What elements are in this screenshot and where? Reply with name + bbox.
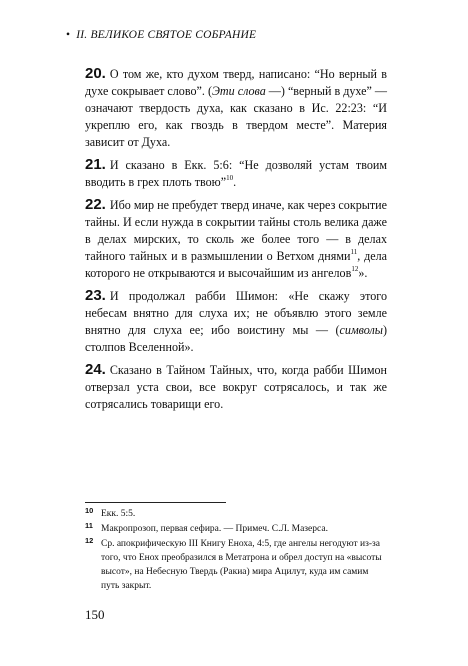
verse-number: 20. xyxy=(85,65,106,82)
text-run: , дела которого не открываются и высочайшим из ангелов xyxy=(85,249,387,280)
footnote-ref: 12 xyxy=(351,265,359,273)
italic-text: Примеч. С.Л. Мазерса xyxy=(235,524,326,534)
verse-number: 24. xyxy=(85,361,106,378)
text-run: ». xyxy=(358,266,368,280)
header-title: II. ВЕЛИКОЕ СВЯТОЕ СОБРАНИЕ xyxy=(76,29,257,41)
verse-paragraph xyxy=(85,196,387,282)
text-run: Ср. апокрифическую III Книгу Еноха, 4:5, где ангелы негодуют из-за того, что Енох преобразился в Метатрона и обрел доступ на «высоты высот», на Небесную Твердь ( xyxy=(101,539,382,577)
text-run: И сказано в Екк. 5:6: “Не дозволяй устам твоим вводить в грех плоть твою” xyxy=(85,158,387,189)
verse-paragraph xyxy=(85,287,387,356)
running-header xyxy=(66,29,256,41)
footnote-ref: 11 xyxy=(350,248,358,256)
footnote-text xyxy=(101,522,387,536)
text-run: . xyxy=(325,524,328,534)
verse-paragraph xyxy=(85,156,387,191)
text-run: Макропрозоп, первая сефира. — xyxy=(101,524,236,534)
verse-number: 22. xyxy=(85,196,106,213)
text-run: ) мира Ацилут, куда им самим путь закрыт. xyxy=(101,567,369,591)
text-run: Ибо мир не пребудет тверд иначе, как через сокрытие тайны. И если нужда в сокрытии тайны столь велика даже в делах мирских, то сколь же более того — в делах тайного тайных и в размышлении о Ветхом днями xyxy=(85,198,387,263)
footnote-rule xyxy=(85,502,226,503)
verse-number: 23. xyxy=(85,287,106,304)
footnote-number: 11 xyxy=(85,521,93,530)
footnote xyxy=(85,522,387,536)
footnote-text xyxy=(101,537,387,593)
main-text xyxy=(85,65,387,418)
text-run: ) столпов Вселенной». xyxy=(85,323,387,354)
text-run: О том же, кто духом тверд, написано: “Но верный в духе сокрывает слово”. ( xyxy=(85,67,387,98)
italic-text: Ракиа xyxy=(223,567,247,577)
text-run: И продолжал рабби Шимон: «Не скажу этого небесам внятно для слуха их; не объявлю этого земле внятно для слуха ее; ибо воистину мы — ( xyxy=(85,289,387,337)
header-bullet: • xyxy=(66,29,71,41)
text-run: . xyxy=(233,175,237,189)
footnote xyxy=(85,537,387,593)
text-run: Екк. 5:5. xyxy=(101,509,136,519)
footnote-number: 12 xyxy=(85,536,94,545)
footnotes xyxy=(85,507,387,594)
page-number: 150 xyxy=(85,607,105,622)
verse-paragraph xyxy=(85,361,387,413)
italic-text: Эти слова xyxy=(211,84,266,98)
verse-paragraph xyxy=(85,65,387,151)
footnote-number: 10 xyxy=(85,506,94,515)
text-run: —) “верный в духе” — означают твердость духа, как сказано в Ис. 22:23: “И укреплю его, как гвоздь в твердом месте”. Материя зависит от Духа. xyxy=(85,84,387,149)
footnote xyxy=(85,507,387,521)
italic-text: символы xyxy=(339,323,383,337)
text-run: Сказано в Тайном Тайных, что, когда рабби Шимон отверзал уста свои, все вокруг сотрясалось, и так же сотрясались товарищи его. xyxy=(85,363,387,411)
verse-number: 21. xyxy=(85,156,106,173)
footnote-text xyxy=(101,507,387,521)
footnote-ref: 10 xyxy=(226,174,234,182)
